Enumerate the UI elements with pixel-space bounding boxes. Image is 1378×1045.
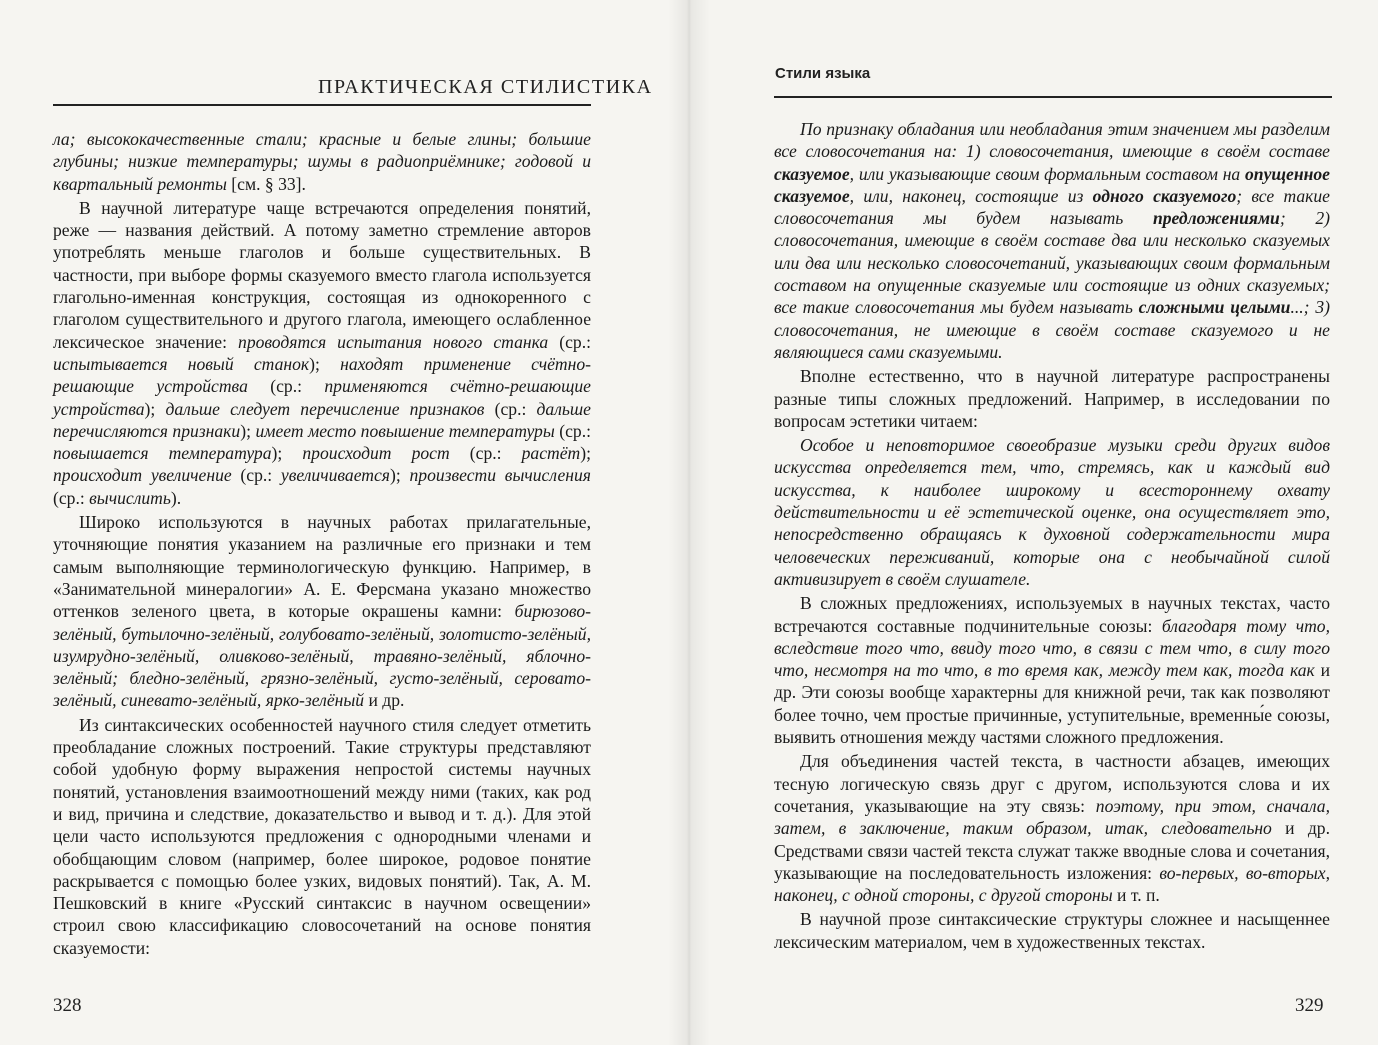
italic-run: повышается температура: [53, 443, 272, 464]
text-run: );: [309, 353, 341, 374]
bold-run: сказуемое: [774, 163, 850, 184]
italic-run: По признаку обладания или необладания этим значением мы разделим все словосочетания на: 1) словосочетания, имеющие в своём составе: [774, 119, 1330, 162]
paragraph-5: [774, 750, 1330, 906]
paragraph-4: Из синтаксических особенностей научного стиля следует отметить преобладание сложных построений. Такие структуры представляют собой удобную форму выражения непростой системы научных понятий, установления взаимоотношений между ними (таких, как род и вид, причина и следствие, доказательство и вывод и т. д.). Для этой цели часто используются предложения с однородными членами и обобщающим словом (например, более широкое, родовое понятие раскрывается с помощью более узких, видовых понятий). Так, А. М. Пешковский в книге «Русский синтаксис в научном освещении» строил свою классификацию словосочетаний на основе понятия сказуемости:: [53, 714, 591, 958]
italic-run: ла; высококачественные стали; красные и белые глины; большие глубины; низкие температуры; шумы в радиоприёмнике; годовой и квартальный ремонты: [53, 129, 591, 194]
italic-run: испытывается новый станок: [53, 353, 310, 374]
italic-run: произвести вычисления: [409, 465, 591, 486]
italic-run: ...; 3) словосочетания, не имеющие в своём составе сказуемого и не являющиеся сами сказуемыми.: [774, 297, 1331, 362]
text-run: (ср.:: [548, 331, 591, 352]
italic-run: , или указывающие своим формальным составом на: [849, 163, 1245, 184]
text-run: (ср.:: [231, 465, 281, 486]
text-run: Широко используются в научных работах прилагательные, уточняющие понятия указанием на различные его признаки и тем самым выполняющие терминологическую функцию. Например, в «Занимательной минералогии» А. Е. Ферсмана указано множество оттенков зеленого цвета, в которые окрашены камни:: [53, 512, 591, 622]
italic-run: , или, наконец, состоящие из: [849, 185, 1093, 206]
bold-run: одного сказуемого: [1092, 185, 1237, 206]
text-run: и т. п.: [1112, 885, 1160, 906]
italic-run: имеет место повышение температуры: [255, 420, 555, 441]
header-rule-right: [774, 96, 1332, 98]
italic-run: поэтому, при этом, сначала, затем, в заключение, таким образом, итак, следовательно: [774, 795, 1330, 839]
text-run: (ср.:: [247, 376, 325, 397]
italic-run: благодаря тому что, вследствие того что, ввиду того что, в связи с тем что, в силу того что, несмотря на то что, в то время как, между тем как, тогда как: [774, 615, 1330, 681]
italic-run: дальше перечисляются признаки: [53, 398, 591, 441]
text-run: );: [144, 398, 166, 419]
paragraph-4: [774, 592, 1330, 748]
header-rule-left: [53, 104, 591, 106]
text-run: [см. § 33].: [226, 173, 306, 194]
text-run: В сложных предложениях, используемых в научных текстах, часто встречаются составные подчинительные союзы:: [774, 593, 1330, 636]
text-run: (ср.:: [484, 398, 537, 419]
right-page-text: [774, 118, 1330, 953]
italic-run: проводятся испытания нового станка: [238, 331, 549, 352]
text-run: (ср.:: [554, 420, 591, 441]
text-run: );: [240, 420, 256, 441]
text-run: (ср.:: [53, 487, 90, 508]
text-run: );: [271, 443, 303, 464]
italic-run: увеличивается: [280, 465, 390, 486]
text-run: и др. Средствами связи частей текста служат также вводные слова и сочетания, указывающие на последовательность изложения:: [774, 818, 1331, 883]
quote-paragraph-1: [774, 118, 1330, 363]
running-head-left: ПРАКТИЧЕСКАЯ СТИЛИСТИКА: [318, 76, 653, 98]
italic-run: применяются счётно-решающие устройства: [53, 376, 591, 419]
italic-run: дальше следует перечисление признаков: [165, 398, 485, 419]
italic-run: происходит увеличение: [53, 465, 232, 486]
bold-run: сложными целыми: [1138, 297, 1291, 318]
paragraph-2: [53, 197, 591, 509]
text-run: и др. Эти союзы вообще характерны для книжной речи, так как позволяют более точно, чем простые причинные, уступительные, временны́е союзы, выявить отношения между частями сложного предложения.: [774, 660, 1330, 748]
left-page-text: [53, 128, 591, 959]
page-number-left: 328: [53, 995, 82, 1016]
italic-run: находят применение счётно-решающие устройства: [53, 353, 591, 397]
paragraph-1: [53, 128, 591, 195]
paragraph-2: Вполне естественно, что в научной литературе распространены разные типы сложных предложений. Например, в исследовании по вопросам эстетики читаем:: [774, 366, 1330, 431]
text-run: );: [580, 443, 591, 464]
text-run: ).: [170, 487, 182, 508]
italic-run: ; все такие словосочетания мы будем называть: [774, 185, 1330, 229]
running-head-right: Стили языка: [775, 65, 871, 82]
quote-paragraph-2: Особое и неповторимое своеобразие музыки среди других видов искусства определяется тем, что, стремясь, как и каждый вид искусства, к наиболее широкому и всестороннему охвату действительности и её эстетической оценке, она осуществляет это, непосредственно обращаясь к духовной содержательности мира человеческих переживаний, которые она с необычайной силой активизирует в своём слушателе.: [774, 435, 1330, 589]
text-run: (ср.:: [449, 443, 522, 464]
italic-run: вычислить: [89, 487, 171, 508]
page-number-right: 329: [1295, 995, 1324, 1016]
text-run: );: [389, 465, 410, 486]
italic-run: растёт: [521, 443, 581, 464]
bold-run: опущенное сказуемое: [774, 163, 1330, 206]
text-run: и др.: [364, 690, 405, 711]
paragraph-6: В научной прозе синтаксические структуры сложнее и насыщеннее лексическим материалом, чем в художественных текстах.: [774, 909, 1330, 952]
text-run: В научной литературе чаще встречаются определения понятий, реже — названия действий. А потому заметно стремление авторов употреблять меньше глаголов и больше существительных. В частности, при выборе формы сказуемого вместо глагола используется глагольно-именная конструкция, состоящая из однокоренного с глаголом существительного и другого глагола, имеющего ослабленное лексическое значение:: [53, 197, 591, 352]
italic-run: ; 2) словосочетания, имеющие в своём составе два или несколько сказуемых или два или несколько словосочетаний, указывающих своим формальным составом на опущенные сказуемые или состоящие из одних сказуемых; все такие словосочетания мы будем называть: [774, 208, 1330, 318]
paragraph-3: [53, 511, 591, 712]
italic-run: бирюзово-зелёный, бутылочно-зелёный, голубовато-зелёный, золотисто-зелёный, изумрудно-зелёный, оливково-зелёный, травяно-зелёный, яблочно-зелёный; бледно-зелёный, грязно-зелёный, густо-зелёный, серовато-зелёный, синевато-зелёный, ярко-зелёный: [53, 601, 591, 711]
bold-run: предложениями: [1152, 208, 1280, 229]
text-run: Для объединения частей текста, в частности абзацев, имеющих тесную логическую связь друг с другом, используются слова и их сочетания, указывающие на эту связь:: [774, 751, 1330, 816]
italic-run: во-первых, во-вторых, наконец, с одной стороны, с другой стороны: [774, 862, 1330, 906]
italic-run: происходит рост: [302, 443, 450, 464]
